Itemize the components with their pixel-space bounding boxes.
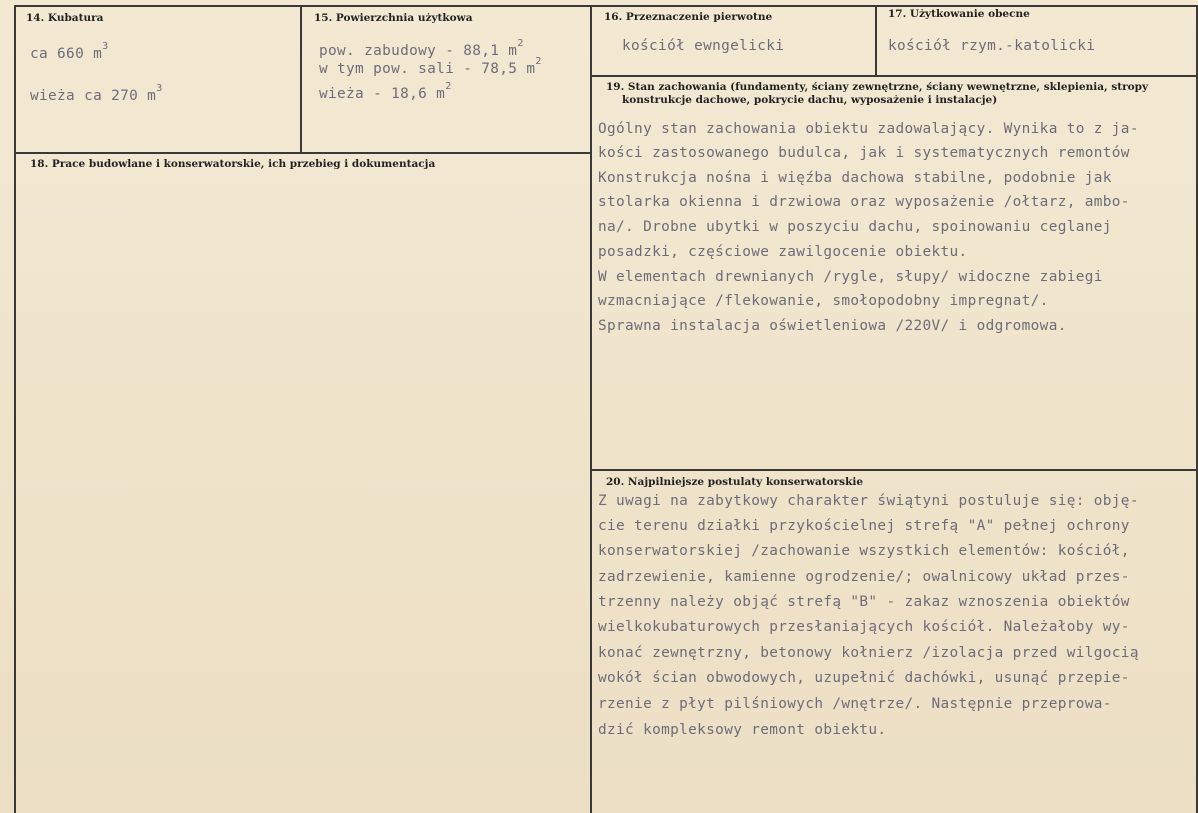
divider-14-15 — [300, 5, 302, 152]
rule-above-20 — [590, 469, 1198, 471]
field-19-line: stolarka okienna i drzwiowa oraz wyposażenie /ołtarz, ambo- — [598, 194, 1130, 210]
divider-main — [590, 5, 592, 813]
divider-16-17 — [875, 5, 877, 75]
field-20-label: 20. Najpilniejsze postulaty konserwatorskie — [606, 476, 864, 488]
field-19-line: Konstrukcja nośna i więźba dachowa stabilne, podobnie jak — [598, 170, 1112, 186]
field-20-line: konać zewnętrzny, betonowy kołnierz /izolacja przed wilgocią — [598, 645, 1139, 661]
field-19-line: na/. Drobne ubytki w poszyciu dachu, spoinowaniu ceglanej — [598, 219, 1112, 235]
field-16-value: kościół ewngelicki — [622, 38, 785, 54]
field-19-line: W elementach drewnianych /rygle, słupy/ widoczne zabiegi — [598, 269, 1103, 285]
field-20-line: wielkokubaturowych przesłaniających kościół. Należałoby wy- — [598, 619, 1130, 635]
field-17-value: kościół rzym.-katolicki — [888, 38, 1096, 54]
field-19-line: Sprawna instalacja oświetleniowa /220V/ i odgromowa. — [598, 318, 1067, 334]
field-20-line: cie terenu działki przykościelnej strefą "A" pełnej ochrony — [598, 518, 1130, 534]
field-15-value-3: wieża - 18,6 $m^2$ — [319, 81, 452, 102]
rule-under-16-17 — [590, 75, 1198, 77]
field-19-label-line2: konstrukcje dachowe, pokrycie dachu, wyposażenie i instalacje) — [622, 94, 998, 106]
left-border — [14, 5, 16, 813]
rule-under-14-15 — [14, 152, 592, 154]
field-20-line: konserwatorskiej /zachowanie wszystkich elementów: kościół, — [598, 543, 1130, 559]
field-20-line: trzenny należy objąć strefą "B" - zakaz wznoszenia obiektów — [598, 594, 1130, 610]
field-15-value-1: pow. zabudowy - 88,1 $m^2$ — [319, 38, 524, 59]
field-20-line: Z uwagi na zabytkowy charakter świątyni postuluje się: obję- — [598, 493, 1139, 509]
field-14-value-2: wieża ca 270 $m^3$ — [30, 83, 163, 104]
field-16-label: 16. Przeznaczenie pierwotne — [604, 11, 773, 23]
field-20-line: zadrzewienie, kamienne ogrodzenie/; owalnicowy układ przes- — [598, 569, 1130, 585]
field-19-line: wzmacniające /flekowanie, smołopodobny impregnat/. — [598, 293, 1049, 309]
field-19-line: posadzki, częściowe zawilgocenie obiektu. — [598, 244, 968, 260]
top-border — [14, 5, 1198, 7]
field-14-value-1: ca 660 $m^3$ — [30, 41, 109, 62]
field-19-line: Ogólny stan zachowania obiektu zadowalający. Wynika to z ja- — [598, 121, 1139, 137]
field-19-label-line1: 19. Stan zachowania (fundamenty, ściany zewnętrzne, ściany wewnętrzne, sklepienia, stropy — [606, 81, 1149, 93]
field-20-line: wokół ścian obwodowych, uzupełnić dachówki, usunąć przepie- — [598, 670, 1130, 686]
field-15-label: 15. Powierzchnia użytkowa — [314, 12, 473, 24]
field-19-line: kości zastosowanego budulca, jak i systematycznych remontów — [598, 145, 1130, 161]
field-14-label: 14. Kubatura — [26, 12, 104, 24]
field-20-line: rzenie z płyt pilśniowych /wnętrze/. Następnie przeprowa- — [598, 696, 1112, 712]
field-18-label: 18. Prace budowlane i konserwatorskie, ich przebieg i dokumentacja — [30, 158, 436, 170]
field-17-label: 17. Użytkowanie obecne — [888, 8, 1030, 20]
field-15-value-2: w tym pow. sali - 78,5 $m^2$ — [319, 56, 542, 77]
field-20-line: dzić kompleksowy remont obiektu. — [598, 722, 887, 738]
